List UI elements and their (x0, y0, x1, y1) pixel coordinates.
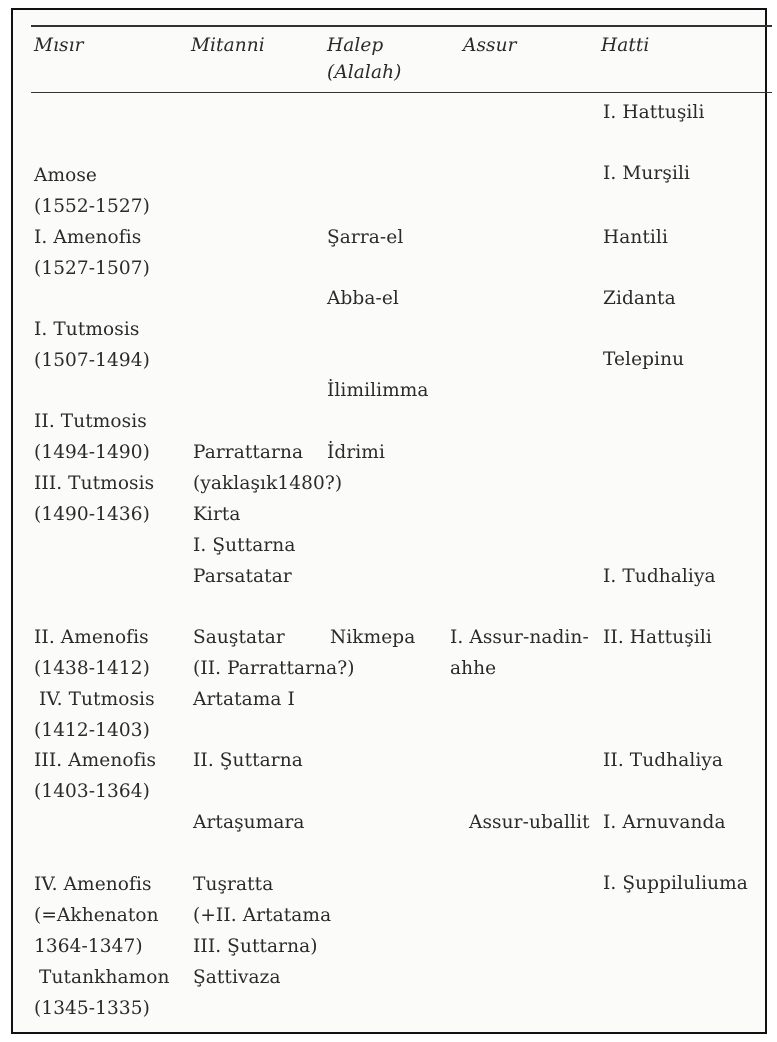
halep-ilimilimma: İlimilimma (327, 380, 429, 401)
mitanni-tusratta: Tuşratta (193, 874, 274, 895)
mitanni-suttarna-1: I. Şuttarna (193, 535, 296, 556)
hatti-tudhaliya-2: II. Tudhaliya (603, 750, 724, 771)
misir-tutmosis-1: I. Tutmosis (34, 319, 140, 340)
header-mitanni: Mitanni (191, 35, 265, 56)
assur-ahhe: ahhe (450, 658, 497, 679)
halep-sarra-el: Şarra-el (327, 227, 404, 248)
misir-amenofis-3: III. Amenofis (34, 750, 157, 771)
assur-assur-uballit: Assur-uballit (469, 812, 590, 833)
misir-amenofis-4-years: 1364-1347) (34, 936, 143, 957)
misir-tutankhamon-years: (1345-1335) (34, 998, 150, 1019)
halep-nikmepa: Nikmepa (330, 627, 416, 648)
misir-tutmosis-4-years: (1412-1403) (34, 720, 150, 741)
mitanni-parrattarna-2: (II. Parrattarna?) (193, 658, 355, 679)
misir-amenofis-1-years: (1527-1507) (34, 258, 150, 279)
misir-tutankhamon: Tutankhamon (39, 967, 170, 988)
hatti-hattusili-1: I. Hattuşili (603, 102, 705, 123)
halep-abba-el: Abba-el (327, 288, 399, 309)
table-top-rule (31, 25, 772, 27)
misir-amenofis-4: IV. Amenofis (34, 874, 152, 895)
misir-amose: Amose (34, 165, 97, 186)
misir-amenofis-2: II. Amenofis (34, 627, 149, 648)
mitanni-artatama-1: Artatama I (193, 689, 295, 710)
hatti-arnuvanda-1: I. Arnuvanda (603, 812, 726, 833)
header-assur: Assur (463, 35, 517, 56)
mitanni-parsatatar: Parsatatar (193, 566, 292, 587)
hatti-mursili-1: I. Murşili (603, 163, 691, 184)
mitanni-saustatar: Sauştatar (193, 627, 285, 648)
header-misir: Mısır (34, 35, 84, 56)
assur-assur-nadin: I. Assur-nadin- (450, 627, 589, 648)
misir-tutmosis-3: III. Tutmosis (34, 473, 155, 494)
misir-tutmosis-4: IV. Tutmosis (39, 689, 155, 710)
hatti-suppiluliuma-1: I. Şuppiluliuma (603, 873, 748, 894)
header-alalah: (Alalah) (327, 62, 402, 83)
hatti-hattusili-2: II. Hattuşili (603, 627, 712, 648)
misir-tutmosis-2-years: (1494-1490) (34, 442, 150, 463)
mitanni-suttarna-3: III. Şuttarna) (193, 936, 318, 957)
halep-idrimi: İdrimi (327, 442, 385, 463)
misir-tutmosis-1-years: (1507-1494) (34, 350, 150, 371)
table-header-rule (31, 92, 772, 93)
mitanni-yaklasik: (yaklaşık1480?) (193, 473, 343, 494)
mitanni-artatama-2: (+II. Artatama (193, 905, 332, 926)
mitanni-suttarna-2: II. Şuttarna (193, 750, 303, 771)
mitanni-kirta: Kirta (193, 504, 241, 525)
misir-amose-years: (1552-1527) (34, 196, 150, 217)
mitanni-sattivaza: Şattivaza (193, 967, 281, 988)
misir-amenofis-3-years: (1403-1364) (34, 781, 150, 802)
misir-tutmosis-2: II. Tutmosis (34, 411, 147, 432)
header-hatti: Hatti (601, 35, 650, 56)
misir-amenofis-1: I. Amenofis (34, 227, 142, 248)
misir-amenofis-2-years: (1438-1412) (34, 658, 150, 679)
mitanni-parrattarna: Parrattarna (193, 442, 304, 463)
misir-tutmosis-3-years: (1490-1436) (34, 504, 150, 525)
hatti-hantili: Hantili (603, 227, 668, 248)
hatti-telepinu: Telepinu (603, 349, 685, 370)
misir-akhenaton: (=Akhenaton (34, 905, 159, 926)
hatti-tudhaliya-1: I. Tudhaliya (603, 566, 716, 587)
hatti-zidanta: Zidanta (603, 288, 676, 309)
header-halep: Halep (327, 35, 384, 56)
mitanni-artasumara: Artaşumara (193, 812, 305, 833)
